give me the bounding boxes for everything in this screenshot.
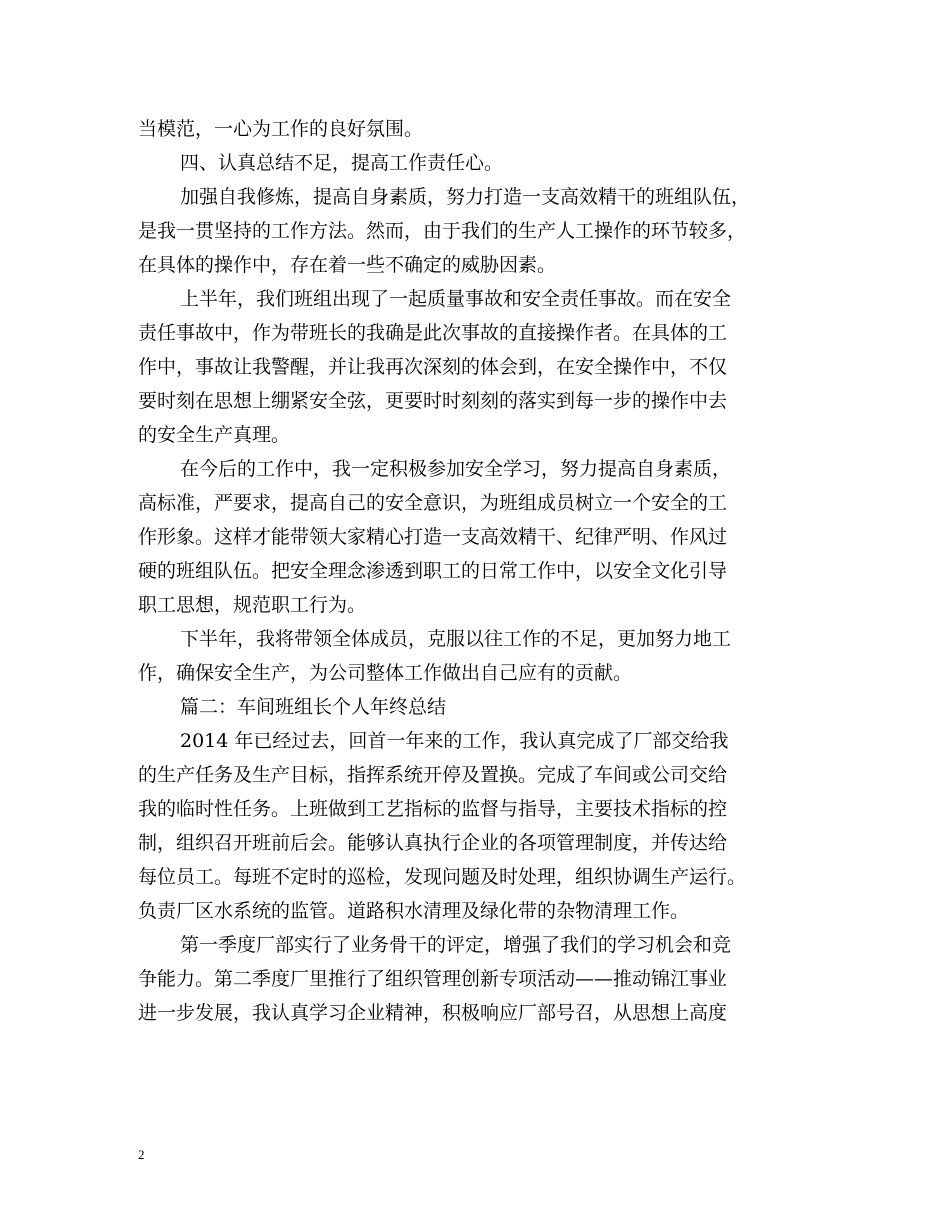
text-line: 当模范，一心为工作的良好氛围。 <box>138 118 424 140</box>
text-line: 2014 年已经过去，回首一年来的工作，我认真完成了厂部交给我 <box>180 730 729 752</box>
text-line: 在具体的操作中，存在着一些不确定的威胁因素。 <box>138 254 557 276</box>
text-line: 作形象。这样才能带领大家精心打造一支高效精干、纪律严明、作风过 <box>138 526 728 548</box>
text-line: 下半年，我将带领全体成员，克服以往工作的不足，更加努力地工 <box>180 628 732 650</box>
text-line: 每位员工。每班不定时的巡检，发现问题及时处理，组织协调生产运行。 <box>138 866 747 888</box>
text-line: 的生产任务及生产目标，指挥系统开停及置换。完成了车间或公司交给 <box>138 764 728 786</box>
text-line: 第一季度厂部实行了业务骨干的评定，增强了我们的学习机会和竞 <box>180 934 732 956</box>
text-line: 作，确保安全生产，为公司整体工作做出自己应有的贡献。 <box>138 662 633 684</box>
text-line: 职工思想，规范职工行为。 <box>138 594 367 616</box>
text-line: 负责厂区水系统的监管。道路积水清理及绿化带的杂物清理工作。 <box>138 900 690 922</box>
text-line: 的安全生产真理。 <box>138 424 291 446</box>
text-line: 进一步发展，我认真学习企业精神，积极响应厂部号召，从思想上高度 <box>138 1002 728 1024</box>
text-line: 上半年，我们班组出现了一起质量事故和安全责任事故。而在安全 <box>180 288 732 310</box>
text-line: 是我一贯坚持的工作方法。然而，由于我们的生产人工操作的环节较多， <box>138 220 747 242</box>
text-line: 高标准，严要求，提高自己的安全意识，为班组成员树立一个安全的工 <box>138 492 728 514</box>
text-line: 争能力。第二季度厂里推行了组织管理创新专项活动——推动锦江事业 <box>138 968 728 990</box>
text-line: 要时刻在思想上绷紧安全弦，更要时时刻刻的落实到每一步的操作中去 <box>138 390 728 412</box>
section-heading: 四、认真总结不足，提高工作责任心。 <box>180 152 504 174</box>
text-line: 作中，事故让我警醒，并让我再次深刻的体会到，在安全操作中，不仅 <box>138 356 728 378</box>
text-line: 硬的班组队伍。把安全理念渗透到职工的日常工作中，以安全文化引导 <box>138 560 728 582</box>
text-line: 制，组织召开班前后会。能够认真执行企业的各项管理制度，并传达给 <box>138 832 728 854</box>
text-line: 责任事故中，作为带班长的我确是此次事故的直接操作者。在具体的工 <box>138 322 728 344</box>
section-heading: 篇二：车间班组长个人年终总结 <box>180 696 447 718</box>
text-line: 我的临时性任务。上班做到工艺指标的监督与指导，主要技术指标的控 <box>138 798 728 820</box>
text-line: 加强自我修炼，提高自身素质，努力打造一支高效精干的班组队伍， <box>180 186 751 208</box>
page-number: 2 <box>138 1147 145 1162</box>
text-line: 在今后的工作中，我一定积极参加安全学习，努力提高自身素质， <box>180 458 732 480</box>
